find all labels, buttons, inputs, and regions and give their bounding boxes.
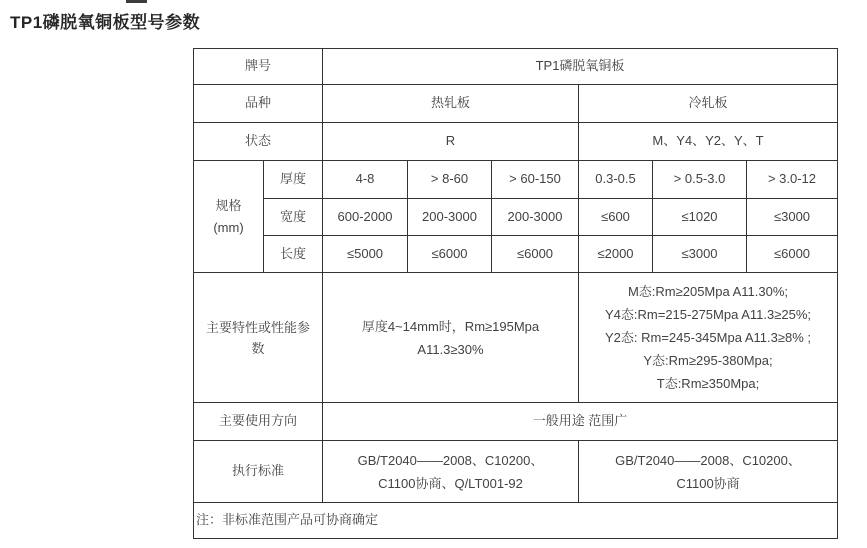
standard-cold-line: C1100协商 [676,475,740,491]
thickness-value: 0.3-0.5 [579,161,653,199]
state-hot-rolled: R [323,123,579,161]
thickness-value: > 60-150 [492,161,579,199]
table-row-state [194,123,838,161]
width-value: ≤600 [579,199,653,236]
usage-label: 主要使用方向 [194,403,323,441]
parameter-table [193,48,838,539]
thickness-value: > 3.0-12 [747,161,838,199]
brand-value: TP1磷脱氧铜板 [323,49,838,85]
table-row-width [194,199,838,236]
usage-value: 一般用途 范围广 [323,403,838,441]
variety-hot-rolled: 热轧板 [323,85,579,123]
performance-cold-line: M态:Rm≥205Mpa A11.30%; [627,284,789,299]
length-value: ≤6000 [747,236,838,273]
thickness-label: 厚度 [264,161,323,199]
table-row-thickness [194,161,838,199]
thickness-value: 4-8 [323,161,408,199]
standard-cold-line: GB/T2040——2008、C10200、 [615,452,801,468]
width-value: ≤3000 [747,199,838,236]
state-cold-rolled: M、Y4、Y2、Y、T [579,123,838,161]
performance-cold-line: Y2态: Rm=245-345Mpa A11.3≥8% ; [605,330,811,345]
state-label: 状态 [194,123,323,161]
standard-hot-rolled [323,441,579,503]
spec-label [194,161,264,273]
length-value: ≤5000 [323,236,408,273]
variety-label: 品种 [194,85,323,123]
spec-label-text: 规格 [215,197,242,213]
length-value: ≤3000 [653,236,747,273]
performance-hot-rolled [323,273,579,403]
length-value: ≤2000 [579,236,653,273]
standard-hot-line: GB/T2040——2008、C10200、 [357,452,544,468]
table-row-variety [194,85,838,123]
clipped-text-artifact [126,0,147,3]
performance-hot-line: A11.3≥30% [417,341,484,357]
table-row-usage [194,403,838,441]
performance-label: 主要特性或性能参数 [194,273,323,403]
table-row-length [194,236,838,273]
table-row-performance [194,273,838,403]
spec-unit-text: (mm) [213,219,244,235]
performance-cold-line: Y态:Rm≥295-380Mpa; [643,353,773,368]
performance-cold-line: T态:Rm≥350Mpa; [656,376,760,391]
standard-label: 执行标准 [194,441,323,503]
width-value: 200-3000 [492,199,579,236]
performance-hot-line: 厚度4~14mm时，Rm≥195Mpa [361,318,540,334]
note-text: 注：非标准范围产品可协商确定 [194,503,838,539]
length-value: ≤6000 [408,236,492,273]
width-value: 600-2000 [323,199,408,236]
width-label: 宽度 [264,199,323,236]
page-title: TP1磷脱氧铜板型号参数 [10,13,201,32]
width-value: ≤1020 [653,199,747,236]
thickness-value: > 0.5-3.0 [653,161,747,199]
length-label: 长度 [264,236,323,273]
width-value: 200-3000 [408,199,492,236]
standard-cold-rolled [579,441,838,503]
performance-cold-rolled [579,273,838,403]
table-row-standard [194,441,838,503]
table-row-brand [194,49,838,85]
performance-cold-line: Y4态:Rm=215-275Mpa A11.3≥25%; [605,307,811,322]
variety-cold-rolled: 冷轧板 [579,85,838,123]
thickness-value: > 8-60 [408,161,492,199]
length-value: ≤6000 [492,236,579,273]
standard-hot-line: C1100协商、Q/LT001-92 [378,475,523,491]
table-row-note [194,503,838,539]
brand-label: 牌号 [194,49,323,85]
